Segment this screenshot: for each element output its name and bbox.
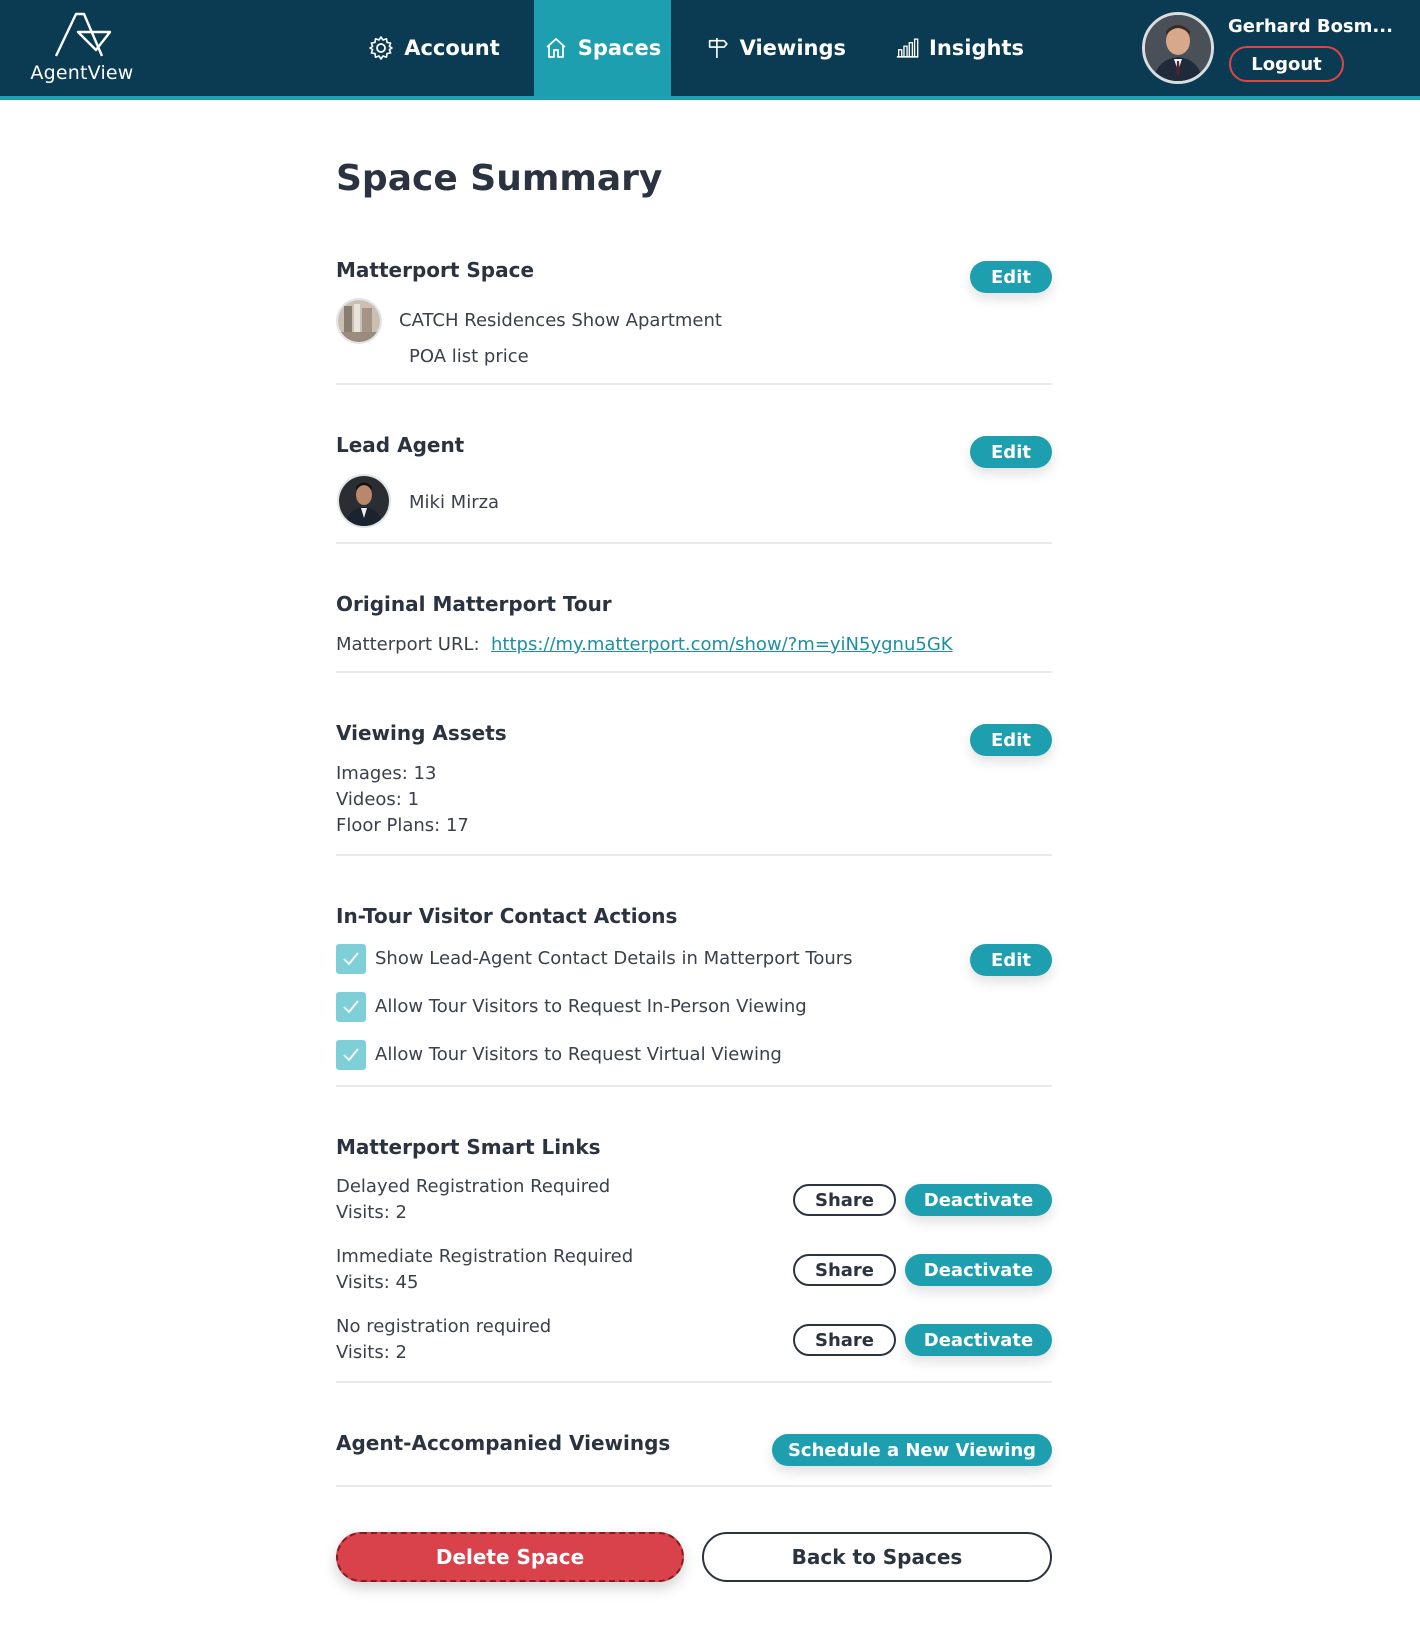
- page-title: Space Summary: [336, 158, 663, 199]
- section-contact-actions: [336, 896, 1052, 1087]
- section-original-tour: [336, 584, 1052, 673]
- smart-link-visits: Visits: 2: [336, 1342, 407, 1363]
- matterport-url-label: Matterport URL:: [336, 634, 480, 655]
- smart-links-title: Matterport Smart Links: [336, 1135, 601, 1159]
- deactivate-link-button[interactable]: Deactivate: [905, 1254, 1052, 1286]
- delete-space-button[interactable]: Delete Space: [336, 1532, 684, 1582]
- section-lead-agent: [336, 424, 1052, 544]
- edit-contact-actions-button[interactable]: Edit: [970, 944, 1052, 976]
- floor-plans-count: Floor Plans: 17: [336, 815, 469, 836]
- bar-chart-icon: [896, 37, 919, 59]
- smart-link-name: No registration required: [336, 1316, 552, 1337]
- lead-agent-name: Miki Mirza: [409, 492, 500, 513]
- nav-insights[interactable]: [896, 0, 1024, 96]
- user-avatar[interactable]: [1142, 12, 1214, 84]
- matterport-url-row: [336, 634, 953, 655]
- checkbox-show-contact-details[interactable]: [336, 944, 366, 974]
- lead-agent-photo: [339, 476, 389, 526]
- checkmark-icon: [341, 1045, 361, 1065]
- smart-link-visits: Visits: 45: [336, 1272, 419, 1293]
- edit-lead-agent-button[interactable]: Edit: [970, 436, 1052, 468]
- logout-button[interactable]: Logout: [1229, 46, 1344, 82]
- nav-spaces-label: Spaces: [577, 36, 662, 60]
- space-thumbnail: [336, 298, 382, 344]
- signpost-icon: [706, 35, 730, 61]
- nav-account[interactable]: [366, 0, 502, 96]
- back-to-spaces-button[interactable]: Back to Spaces: [702, 1532, 1052, 1582]
- option-show-contact-details: Show Lead-Agent Contact Details in Matterport Tours: [375, 948, 853, 969]
- lead-agent-avatar: [337, 474, 391, 528]
- nav-insights-label: Insights: [929, 36, 1024, 60]
- agentview-logo[interactable]: [26, 10, 138, 86]
- section-viewing-assets: [336, 714, 1052, 856]
- agent-viewings-title: Agent-Accompanied Viewings: [336, 1431, 671, 1455]
- nav-viewings[interactable]: [706, 0, 846, 96]
- nav-spaces[interactable]: [534, 0, 671, 96]
- space-thumbnail-image: [338, 300, 380, 342]
- images-count: Images: 13: [336, 763, 437, 784]
- logo-text: AgentView: [30, 62, 134, 84]
- smart-link-name: Immediate Registration Required: [336, 1246, 634, 1267]
- checkmark-icon: [341, 997, 361, 1017]
- space-price: POA list price: [409, 346, 529, 367]
- viewing-assets-title: Viewing Assets: [336, 721, 507, 745]
- contact-actions-title: In-Tour Visitor Contact Actions: [336, 904, 678, 928]
- checkbox-virtual-viewing[interactable]: [336, 1040, 366, 1070]
- smart-link-visits: Visits: 2: [336, 1202, 407, 1223]
- matterport-url-link[interactable]: https://my.matterport.com/show/?m=yiN5ygnu5GK: [491, 634, 953, 655]
- deactivate-link-button[interactable]: Deactivate: [905, 1324, 1052, 1356]
- user-name: Gerhard Bosm...: [1228, 16, 1393, 37]
- section-matterport-space: [336, 246, 1052, 385]
- share-link-button[interactable]: Share: [793, 1324, 896, 1356]
- deactivate-link-button[interactable]: Deactivate: [905, 1184, 1052, 1216]
- gear-icon: [368, 35, 394, 61]
- smart-link-name: Delayed Registration Required: [336, 1176, 611, 1197]
- lead-agent-title: Lead Agent: [336, 433, 465, 457]
- videos-count: Videos: 1: [336, 789, 420, 810]
- home-icon: [544, 36, 568, 60]
- edit-matterport-space-button[interactable]: Edit: [970, 261, 1052, 293]
- edit-viewing-assets-button[interactable]: Edit: [970, 724, 1052, 756]
- original-tour-title: Original Matterport Tour: [336, 592, 612, 616]
- nav-account-label: Account: [404, 36, 500, 60]
- section-agent-viewings: [336, 1425, 1052, 1487]
- matterport-space-title: Matterport Space: [336, 258, 535, 282]
- share-link-button[interactable]: Share: [793, 1184, 896, 1216]
- section-smart-links: [336, 1128, 1052, 1383]
- checkmark-icon: [341, 949, 361, 969]
- nav-viewings-label: Viewings: [739, 36, 846, 60]
- schedule-viewing-button[interactable]: Schedule a New Viewing: [772, 1434, 1052, 1466]
- option-in-person-viewing: Allow Tour Visitors to Request In-Person Viewing: [375, 996, 807, 1017]
- user-avatar-photo: [1145, 15, 1211, 81]
- top-navbar: [0, 0, 1420, 100]
- checkbox-in-person-viewing[interactable]: [336, 992, 366, 1022]
- option-virtual-viewing: Allow Tour Visitors to Request Virtual Viewing: [375, 1044, 782, 1065]
- share-link-button[interactable]: Share: [793, 1254, 896, 1286]
- space-name: CATCH Residences Show Apartment: [399, 310, 722, 331]
- agentview-logo-mark: [50, 10, 114, 60]
